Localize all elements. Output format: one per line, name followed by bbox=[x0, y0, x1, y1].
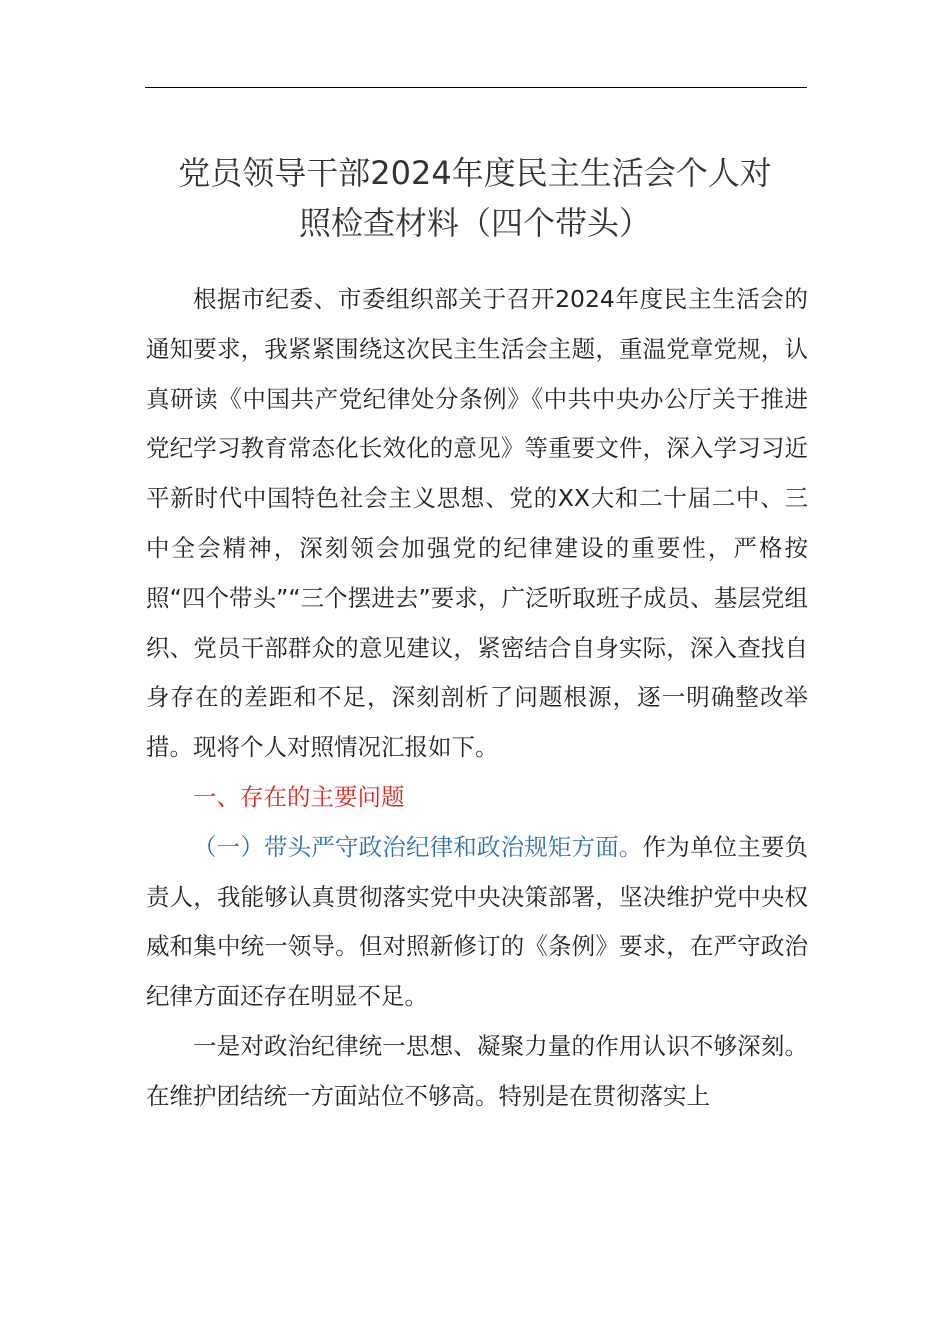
point-one-paragraph: 一是对政治纪律统一思想、凝聚力量的作用认识不够深刻。在维护团结统一方面站位不够高。特别是在贯彻落实上 bbox=[146, 1031, 808, 1110]
document-title bbox=[130, 148, 820, 248]
header-rule bbox=[145, 87, 807, 88]
title-line-1: 党员领导干部2024年度民主生活会个人对 bbox=[178, 154, 772, 192]
intro-paragraph: 根据市纪委、市委组织部关于召开2024年度民主生活会的通知要求，我紧紧围绕这次民主生活会主题，重温党章党规，认真研读《中国共产党纪律处分条例》《中共中央办公厅关于推进党纪学习教育常态化长效化的意见》等重要文件，深入学习习近平新时代中国特色社会主义思想、党的XX大和二十届二中、三中全会精神，深刻领会加强党的纪律建设的重要性，严格按照“四个带头”“三个摆进去”要求，广泛听取班子成员、基层党组织、党员干部群众的意见建议，紧密结合自身实际，深入查找自身存在的差距和不足，深刻剖析了问题根源，逐一明确整改举措。现将个人对照情况汇报如下。 bbox=[146, 285, 808, 762]
title-line-2: 照检查材料（四个带头） bbox=[298, 204, 651, 242]
subsection-lead: （一）带头严守政治纪律和政治规矩方面。 bbox=[193, 832, 643, 861]
document-body bbox=[146, 275, 808, 1122]
subsection-paragraph-political-discipline bbox=[146, 823, 808, 1022]
section-heading-problems: 一、存在的主要问题 bbox=[193, 782, 405, 811]
subsection-text: 作为单位主要负责人，我能够认真贯彻落实党中央决策部署，坚决维护党中央权威和集中统一领导。但对照新修订的《条例》要求，在严守政治纪律方面还存在明显不足。 bbox=[146, 832, 809, 1011]
